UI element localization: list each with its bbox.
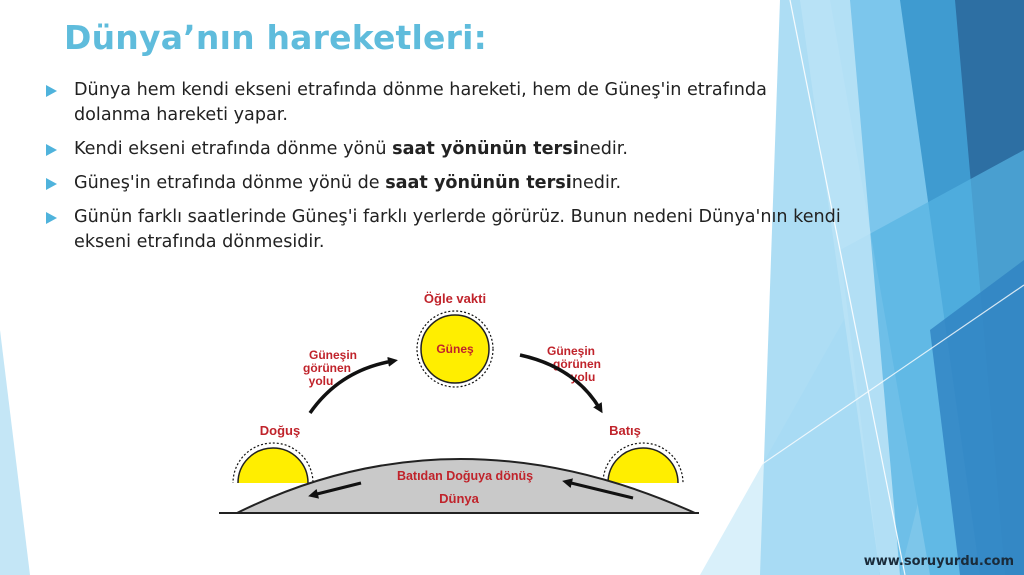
rotation-label: Batıdan Doğuya dönüş <box>396 469 534 483</box>
bullet-item <box>46 205 846 255</box>
triangle-bullet-icon <box>46 212 57 224</box>
right-path-label-line2: görünen <box>553 357 601 371</box>
sun-label: Güneş <box>436 342 474 356</box>
bullet-item <box>46 137 846 162</box>
sunrise-label: Doğuş <box>259 423 301 438</box>
left-path-label-line2: görünen <box>303 361 351 375</box>
bullet-text-bold: saat yönünün tersi <box>385 173 572 193</box>
bullet-item <box>46 78 846 128</box>
left-path-label-line1: Güneşin <box>308 348 358 362</box>
sun-path-diagram <box>215 285 705 520</box>
left-path-label-line3: yolu <box>308 374 334 388</box>
noon-label: Öğle vakti <box>423 291 487 306</box>
triangle-bullet-icon <box>46 178 57 190</box>
website-credit: www.soruyurdu.com <box>863 554 1014 569</box>
earth-label: Dünya <box>439 491 479 506</box>
bullet-text-bold: saat yönünün tersi <box>392 139 579 159</box>
sunset-label: Batış <box>609 423 641 438</box>
bullet-text-post: nedir. <box>571 173 622 193</box>
bullet-text: Günün farklı saatlerinde Güneş'i farklı yerlerde görürüz. Bunun nedeni Dünya'nın kendi ekseni etrafında dönmesidir. <box>74 207 841 252</box>
slide-title: Dünya’nın hareketleri: <box>64 18 487 57</box>
bullet-text: Dünya hem kendi ekseni etrafında dönme hareketi, hem de Güneş'in etrafında dolanma hareketi yapar. <box>74 80 767 125</box>
bullet-item <box>46 171 846 196</box>
bullet-text-pre: Güneş'in etrafında dönme yönü de <box>74 173 386 193</box>
right-path-label-line3: yolu <box>570 370 596 384</box>
triangle-bullet-icon <box>46 85 57 97</box>
right-path-label-line1: Güneşin <box>546 344 596 358</box>
bullet-text-pre: Kendi ekseni etrafında dönme yönü <box>74 139 393 159</box>
bullet-list <box>46 78 846 264</box>
bullet-text-post: nedir. <box>578 139 628 159</box>
triangle-bullet-icon <box>46 144 57 156</box>
